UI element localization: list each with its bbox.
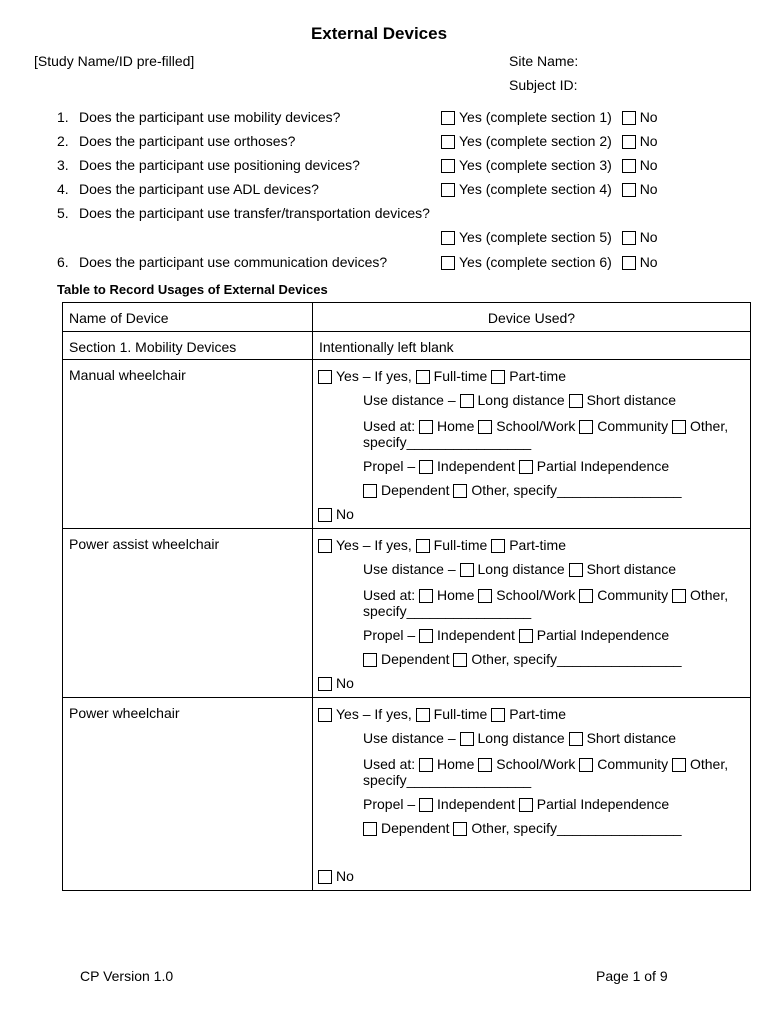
question-5: 5. Does the participant use transfer/transportation devices? [57, 205, 430, 221]
question-2: 2. Does the participant use orthoses? [57, 133, 296, 149]
usage-line: Yes – If yes, Full-time Part-time [318, 704, 750, 728]
dependent-line: Dependent Other, specify________________ [318, 818, 750, 842]
home-checkbox[interactable] [419, 589, 433, 603]
part-time-checkbox[interactable] [491, 539, 505, 553]
section-label-cell: Section 1. Mobility Devices [63, 332, 313, 360]
other-specify-checkbox[interactable] [453, 822, 467, 836]
specify-field[interactable]: specify________________ [363, 772, 532, 788]
community-checkbox[interactable] [579, 420, 593, 434]
full-time-checkbox[interactable] [416, 370, 430, 384]
long-distance-checkbox[interactable] [460, 732, 474, 746]
site-name-label: Site Name: [509, 53, 579, 69]
used-at-line: Used at: Home School/Work Community Other, specify________________ [363, 418, 729, 450]
question-2-no-checkbox[interactable] [622, 135, 636, 149]
propel-line: Propel – Independent Partial Independence [363, 627, 670, 643]
study-name: [Study Name/ID pre-filled] [34, 53, 195, 69]
question-6-yes-checkbox[interactable] [441, 256, 455, 270]
no-line: No [318, 866, 750, 890]
used-at-line: Used at: Home School/Work Community Other, specify________________ [363, 756, 729, 788]
col-header-name: Name of Device [63, 303, 313, 332]
question-3-yes-checkbox[interactable] [441, 159, 455, 173]
part-time-checkbox[interactable] [491, 370, 505, 384]
distance-line: Use distance – Long distance Short distance [363, 392, 677, 408]
dependent-checkbox[interactable] [363, 653, 377, 667]
dependent-line: Dependent Other, specify________________ [318, 480, 750, 504]
question-4-options: Yes (complete section 4) No [441, 181, 658, 197]
propel-line: Propel – Independent Partial Independence [363, 458, 670, 474]
full-time-checkbox[interactable] [416, 708, 430, 722]
other-specify-checkbox[interactable] [453, 653, 467, 667]
question-6-no-checkbox[interactable] [622, 256, 636, 270]
part-time-checkbox[interactable] [491, 708, 505, 722]
school-work-checkbox[interactable] [478, 589, 492, 603]
question-1-no-checkbox[interactable] [622, 111, 636, 125]
dependent-line: Dependent Other, specify________________ [318, 649, 750, 673]
yes-checkbox[interactable] [318, 539, 332, 553]
question-5-options: Yes (complete section 5) No [441, 229, 658, 245]
col-header-used: Device Used? [313, 303, 751, 332]
full-time-checkbox[interactable] [416, 539, 430, 553]
community-checkbox[interactable] [579, 589, 593, 603]
partial-independence-checkbox[interactable] [519, 629, 533, 643]
dependent-checkbox[interactable] [363, 822, 377, 836]
other-checkbox[interactable] [672, 758, 686, 772]
home-checkbox[interactable] [419, 420, 433, 434]
no-line: No [318, 504, 750, 528]
usage-line: Yes – If yes, Full-time Part-time [318, 535, 750, 559]
used-at-line: Used at: Home School/Work Community Other, specify________________ [363, 587, 729, 619]
short-distance-checkbox[interactable] [569, 563, 583, 577]
specify-field[interactable]: specify________________ [363, 603, 532, 619]
short-distance-checkbox[interactable] [569, 732, 583, 746]
yes-checkbox[interactable] [318, 370, 332, 384]
table-row [63, 529, 751, 698]
table-title: Table to Record Usages of External Devices [57, 282, 328, 297]
question-5-no-checkbox[interactable] [622, 231, 636, 245]
device-name-cell: Manual wheelchair [63, 360, 313, 529]
subject-id-label: Subject ID: [509, 77, 578, 93]
device-used-cell [313, 529, 751, 698]
school-work-checkbox[interactable] [478, 420, 492, 434]
home-checkbox[interactable] [419, 758, 433, 772]
no-checkbox[interactable] [318, 870, 332, 884]
community-checkbox[interactable] [579, 758, 593, 772]
device-used-cell [313, 698, 751, 891]
table-row [63, 360, 751, 529]
section-row [63, 332, 751, 360]
long-distance-checkbox[interactable] [460, 394, 474, 408]
question-4-yes-checkbox[interactable] [441, 183, 455, 197]
distance-line: Use distance – Long distance Short distance [363, 561, 677, 577]
device-name-cell: Power assist wheelchair [63, 529, 313, 698]
independent-checkbox[interactable] [419, 629, 433, 643]
device-name-cell: Power wheelchair [63, 698, 313, 891]
question-1-yes-checkbox[interactable] [441, 111, 455, 125]
short-distance-checkbox[interactable] [569, 394, 583, 408]
question-3: 3. Does the participant use positioning devices? [57, 157, 360, 173]
question-5-yes-checkbox[interactable] [441, 231, 455, 245]
partial-independence-checkbox[interactable] [519, 460, 533, 474]
distance-line: Use distance – Long distance Short distance [363, 730, 677, 746]
independent-checkbox[interactable] [419, 460, 433, 474]
device-used-cell [313, 360, 751, 529]
other-specify-checkbox[interactable] [453, 484, 467, 498]
partial-independence-checkbox[interactable] [519, 798, 533, 812]
table-row [63, 698, 751, 891]
table-header-row [63, 303, 751, 332]
footer-page-number: Page 1 of 9 [596, 968, 668, 984]
independent-checkbox[interactable] [419, 798, 433, 812]
question-2-yes-checkbox[interactable] [441, 135, 455, 149]
other-checkbox[interactable] [672, 589, 686, 603]
question-1-options: Yes (complete section 1) No [441, 109, 658, 125]
question-3-no-checkbox[interactable] [622, 159, 636, 173]
no-line: No [318, 673, 750, 697]
footer-version: CP Version 1.0 [80, 968, 174, 984]
question-4: 4. Does the participant use ADL devices? [57, 181, 319, 197]
other-checkbox[interactable] [672, 420, 686, 434]
propel-line: Propel – Independent Partial Independence [363, 796, 670, 812]
section-note-cell: Intentionally left blank [313, 332, 751, 360]
question-6-options: Yes (complete section 6) No [441, 254, 658, 270]
dependent-checkbox[interactable] [363, 484, 377, 498]
device-table [62, 302, 751, 891]
question-3-options: Yes (complete section 3) No [441, 157, 658, 173]
no-checkbox[interactable] [318, 508, 332, 522]
no-checkbox[interactable] [318, 677, 332, 691]
question-6: 6. Does the participant use communication devices? [57, 254, 388, 270]
school-work-checkbox[interactable] [478, 758, 492, 772]
yes-checkbox[interactable] [318, 708, 332, 722]
specify-field[interactable]: specify________________ [363, 434, 532, 450]
long-distance-checkbox[interactable] [460, 563, 474, 577]
spacer [318, 842, 750, 866]
usage-line: Yes – If yes, Full-time Part-time [318, 366, 750, 390]
question-4-no-checkbox[interactable] [622, 183, 636, 197]
question-1: 1. Does the participant use mobility devices? [57, 109, 341, 125]
page-title: External Devices [310, 24, 448, 43]
question-2-options: Yes (complete section 2) No [441, 133, 658, 149]
